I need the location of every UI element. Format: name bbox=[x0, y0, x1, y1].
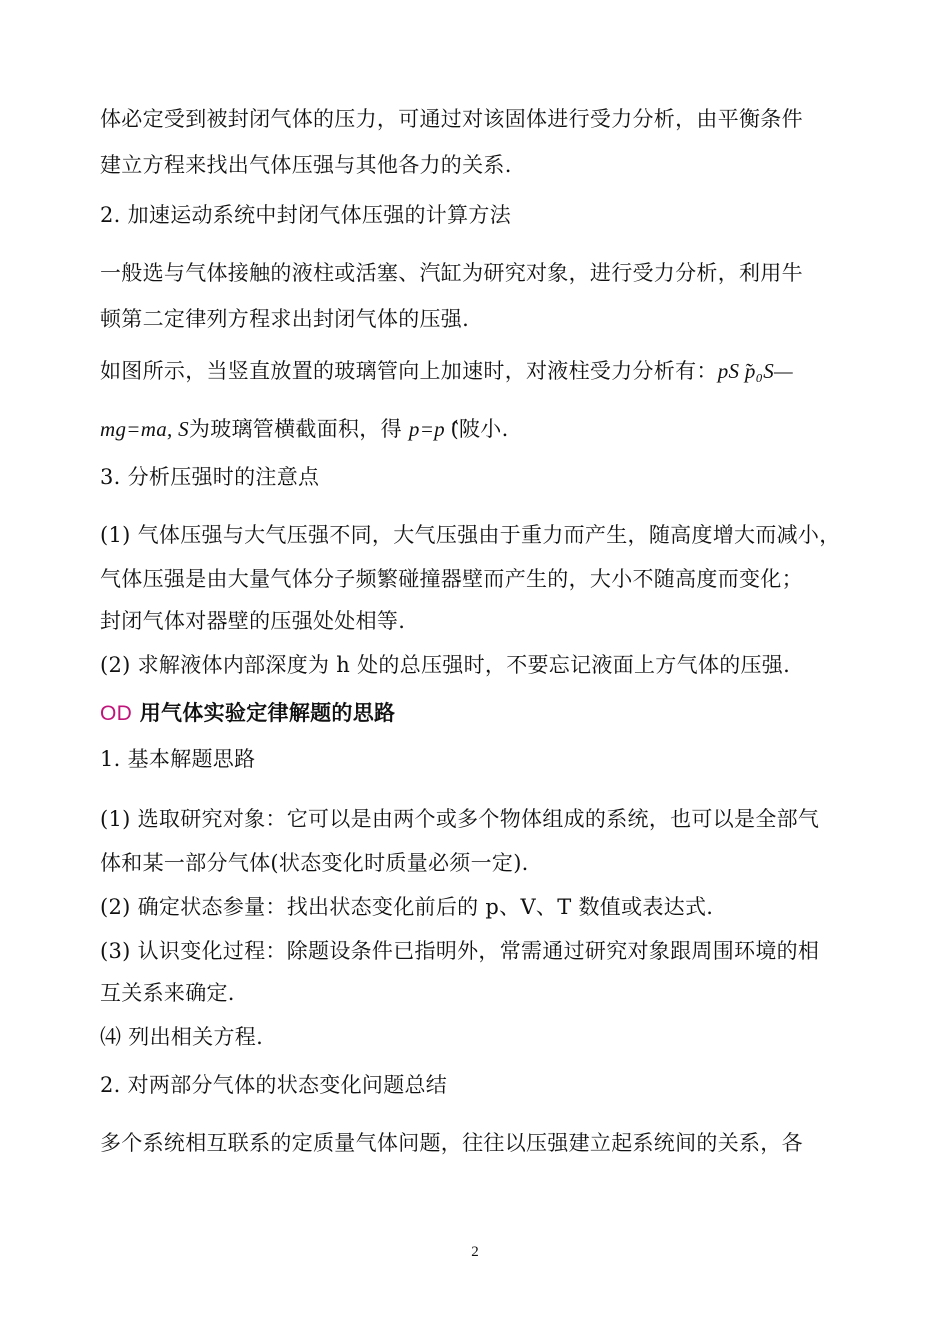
subsection-heading: 2. 加速运动系统中封闭气体压强的计算方法 bbox=[100, 203, 512, 227]
text-line: 如图所示，当竖直放置的玻璃管向上加速时，对液柱受力分析有： bbox=[100, 359, 718, 383]
text-line: 封闭气体对器壁的压强处处相等. bbox=[100, 609, 406, 633]
text-line: (1) 选取研究对象：它可以是由两个或多个物体组成的系统，也可以是全部气 bbox=[100, 807, 820, 831]
subsection-heading: 1. 基本解题思路 bbox=[100, 747, 256, 771]
subsection-heading: 2. 对两部分气体的状态变化问题总结 bbox=[100, 1073, 448, 1097]
text-line: 顿第二定律列方程求出封闭气体的压强. bbox=[100, 307, 470, 331]
formula-part: p=p ̂ bbox=[408, 417, 451, 441]
text-line: ⑷ 列出相关方程. bbox=[100, 1025, 264, 1049]
text-line: 体和某一部分气体(状态变化时质量必须一定). bbox=[100, 851, 529, 875]
section-marker: OD bbox=[100, 702, 133, 725]
text-fragment: (陂小. bbox=[450, 417, 509, 441]
section-title: 用气体实验定律解题的思路 bbox=[139, 701, 396, 725]
page-number: 2 bbox=[471, 1244, 479, 1260]
text-line: 互关系来确定. bbox=[100, 981, 235, 1005]
text-line: 体必定受到被封闭气体的压力，可通过对该固体进行受力分析，由平衡条件 bbox=[100, 107, 803, 131]
formula-part: pS ̃p₀S— bbox=[717, 359, 794, 383]
text-line: 一般选与气体接触的液柱或活塞、汽缸为研究对象，进行受力分析，利用牛 bbox=[100, 261, 803, 285]
text-line: (2) 确定状态参量：找出状态变化前后的 p、V、T 数值或表达式. bbox=[100, 895, 714, 919]
formula-line bbox=[100, 356, 793, 386]
text-fragment: 为玻璃管横截面积，得 bbox=[188, 417, 409, 441]
formula-line bbox=[100, 414, 509, 444]
subsection-heading: 3. 分析压强时的注意点 bbox=[100, 465, 320, 489]
text-line: 多个系统相互联系的定质量气体问题，往往以压强建立起系统间的关系，各 bbox=[100, 1131, 803, 1155]
text-line: (1) 气体压强与大气压强不同，大气压强由于重力而产生，随高度增大而减小， bbox=[100, 523, 841, 547]
text-line: (3) 认识变化过程：除题设条件已指明外，常需通过研究对象跟周围环境的相 bbox=[100, 939, 820, 963]
formula-part: mg=ma, S bbox=[100, 417, 189, 441]
text-line: 建立方程来找出气体压强与其他各力的关系. bbox=[100, 153, 512, 177]
text-line: (2) 求解液体内部深度为 h 处的总压强时，不要忘记液面上方气体的压强. bbox=[100, 653, 791, 677]
section-heading bbox=[100, 698, 395, 729]
text-line: 气体压强是由大量气体分子频繁碰撞器壁而产生的，大小不随高度而变化； bbox=[100, 567, 803, 591]
